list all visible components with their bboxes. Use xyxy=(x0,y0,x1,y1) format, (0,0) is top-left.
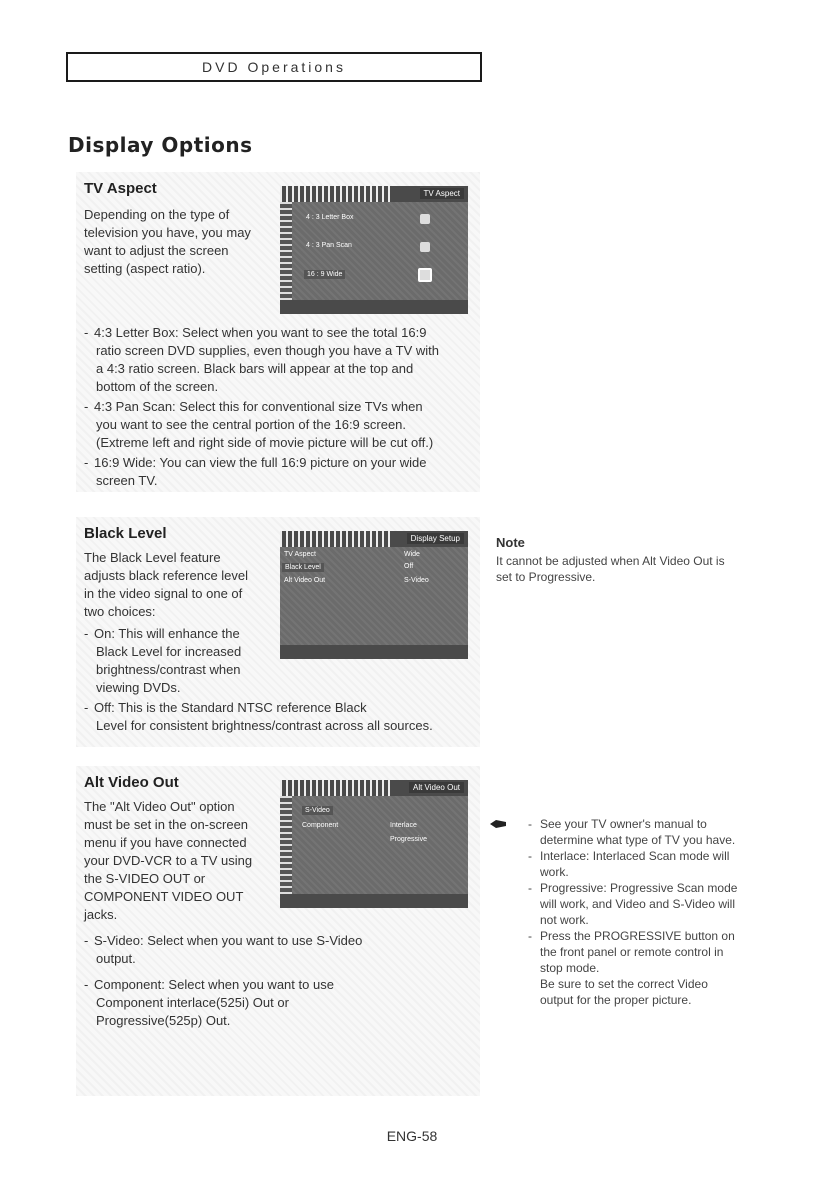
black-level-intro xyxy=(84,549,248,621)
note-title: Note xyxy=(496,535,525,550)
intro-line: two choices: xyxy=(84,604,156,619)
menu-tab: Display Setup xyxy=(407,533,464,544)
tv-aspect-intro xyxy=(84,206,251,278)
black-level-title: Black Level xyxy=(84,525,167,542)
bullet-line: Off: This is the Standard NTSC reference Black xyxy=(94,700,367,715)
menu-bottombar xyxy=(280,300,468,314)
bullet-line: viewing DVDs. xyxy=(96,680,181,695)
radio-selected-icon xyxy=(418,268,432,282)
note-text xyxy=(496,553,786,585)
side-note-line: Be sure to set the correct Video xyxy=(540,977,708,991)
menu-side xyxy=(280,796,292,894)
menu-option-selected: S-Video xyxy=(302,806,333,815)
intro-line: the S-VIDEO OUT or xyxy=(84,871,206,886)
bullet-line: output. xyxy=(96,951,136,966)
list-item: - Progressive: Progressive Scan mode will work, and Video and S-Video will not work. xyxy=(488,880,788,928)
alt-video-out-panel xyxy=(76,766,480,1096)
menu-option: Component xyxy=(302,822,339,829)
bullet-line: 16:9 Wide: You can view the full 16:9 picture on your wide xyxy=(94,455,427,470)
intro-line: in the video signal to one of xyxy=(84,586,243,601)
menu-side xyxy=(280,202,292,300)
radio-icon xyxy=(420,242,430,252)
intro-line: Depending on the type of xyxy=(84,207,230,222)
tv-aspect-screen xyxy=(280,186,468,314)
side-note-line: Press the PROGRESSIVE button on xyxy=(540,929,735,943)
bullet-line: Black Level for increased xyxy=(96,644,242,659)
menu-option: Interlace xyxy=(390,822,417,829)
side-note-line: not work. xyxy=(540,913,589,927)
menu-value: Wide xyxy=(404,551,420,558)
side-note-line: Progressive: Progressive Scan mode xyxy=(540,881,738,895)
tv-aspect-panel xyxy=(76,172,480,492)
intro-line: must be set in the on-screen xyxy=(84,817,249,832)
black-level-bullets xyxy=(84,625,474,737)
list-item: - S-Video: Select when you want to use S-Video output. xyxy=(84,932,474,968)
alt-video-out-intro xyxy=(84,798,252,924)
menu-tab: TV Aspect xyxy=(420,188,464,199)
intro-line: The "Alt Video Out" option xyxy=(84,799,235,814)
menu-option: 4 : 3 Pan Scan xyxy=(306,242,352,249)
list-item: - Off: This is the Standard NTSC reference Black Level for consistent brightness/contrast across all sources. xyxy=(84,699,474,735)
intro-line: The Black Level feature xyxy=(84,550,221,565)
radio-icon xyxy=(420,214,430,224)
side-note-line: stop mode. xyxy=(540,961,600,975)
bullet-line: (Extreme left and right side of movie picture will be cut off.) xyxy=(96,435,434,450)
side-note-line: work. xyxy=(540,865,569,879)
alt-video-out-bullets xyxy=(84,932,474,1032)
bullet-line: Level for consistent brightness/contrast across all sources. xyxy=(96,718,433,733)
list-item: - Press the PROGRESSIVE button on the front panel or remote control in stop mode. Be sure to set the correct Video output for the proper picture. xyxy=(488,928,788,1008)
menu-option: Progressive xyxy=(390,836,427,843)
side-note-line: Interlace: Interlaced Scan mode will xyxy=(540,849,730,863)
black-level-panel xyxy=(76,517,480,747)
menu-row-selected: Black Level xyxy=(282,563,324,572)
list-item: - Component: Select when you want to use Component interlace(525i) Out or Progressive(525p) Out. xyxy=(84,976,474,1030)
menu-row: TV Aspect xyxy=(284,551,316,558)
intro-line: jacks. xyxy=(84,907,118,922)
bullet-line: Progressive(525p) Out. xyxy=(96,1013,231,1028)
list-item: - See your TV owner's manual to determine what type of TV you have. xyxy=(488,816,788,848)
note-line: It cannot be adjusted when Alt Video Out is xyxy=(496,554,725,568)
intro-line: your DVD-VCR to a TV using xyxy=(84,853,253,868)
menu-tab: Alt Video Out xyxy=(409,782,464,793)
section-header-label: DVD Operations xyxy=(202,59,346,75)
list-item: - 16:9 Wide: You can view the full 16:9 picture on your wide screen TV. xyxy=(84,454,474,490)
intro-line: adjusts black reference level xyxy=(84,568,249,583)
intro-line: television you have, you may xyxy=(84,225,251,240)
list-item: - 4:3 Letter Box: Select when you want to see the total 16:9 ratio screen DVD supplies, even though you have a TV with a 4:3 ratio screen. Black bars will appear at the top and bottom of the screen. xyxy=(84,324,474,396)
menu-value: S-Video xyxy=(404,577,429,584)
bullet-line: ratio screen DVD supplies, even though you have a TV with xyxy=(96,343,440,358)
side-note-line: determine what type of TV you have. xyxy=(540,833,736,847)
bullet-line: a 4:3 ratio screen. Black bars will appear at the top and xyxy=(96,361,414,376)
page-number: ENG-58 xyxy=(386,1128,438,1144)
side-note-line: output for the proper picture. xyxy=(540,993,692,1007)
intro-line: want to adjust the screen xyxy=(84,243,229,258)
alt-video-out-title: Alt Video Out xyxy=(84,774,179,791)
tv-aspect-bullets xyxy=(84,324,474,492)
note-line: set to Progressive. xyxy=(496,570,596,584)
bullet-line: On: This will enhance the xyxy=(94,626,240,641)
menu-value: Off xyxy=(404,563,414,570)
side-notes xyxy=(488,816,788,1008)
section-header xyxy=(66,52,482,82)
side-note-line: See your TV owner's manual to xyxy=(540,817,707,831)
list-item: - 4:3 Pan Scan: Select this for conventional size TVs when you want to see the central portion of the 16:9 screen. (Extreme left and right side of movie picture will be cut off.) xyxy=(84,398,474,452)
menu-bottombar xyxy=(280,894,468,908)
bullet-line: bottom of the screen. xyxy=(96,379,219,394)
tv-aspect-title: TV Aspect xyxy=(84,180,157,197)
side-note-line: will work, and Video and S-Video will xyxy=(540,897,735,911)
menu-row: Alt Video Out xyxy=(284,577,326,584)
list-item: - On: This will enhance the Black Level for increased brightness/contrast when viewing DVDs. xyxy=(84,625,474,697)
bullet-line: screen TV. xyxy=(96,473,158,488)
bullet-line: 4:3 Pan Scan: Select this for conventional size TVs when xyxy=(94,399,423,414)
bullet-line: S-Video: Select when you want to use S-Video xyxy=(94,933,363,948)
bullet-line: 4:3 Letter Box: Select when you want to see the total 16:9 xyxy=(94,325,427,340)
intro-line: menu if you have connected xyxy=(84,835,247,850)
list-item: - Interlace: Interlaced Scan mode will work. xyxy=(488,848,788,880)
side-note-line: the front panel or remote control in xyxy=(540,945,724,959)
page-title: Display Options xyxy=(68,133,253,157)
intro-line: COMPONENT VIDEO OUT xyxy=(84,889,244,904)
alt-video-out-screen xyxy=(280,780,468,908)
menu-option: 4 : 3 Letter Box xyxy=(306,214,354,221)
bullet-line: Component interlace(525i) Out or xyxy=(96,995,289,1010)
bullet-line: you want to see the central portion of the 16:9 screen. xyxy=(96,417,407,432)
bullet-line: Component: Select when you want to use xyxy=(94,977,334,992)
bullet-line: brightness/contrast when xyxy=(96,662,241,677)
intro-line: setting (aspect ratio). xyxy=(84,261,206,276)
menu-option-selected: 16 : 9 Wide xyxy=(304,270,345,279)
